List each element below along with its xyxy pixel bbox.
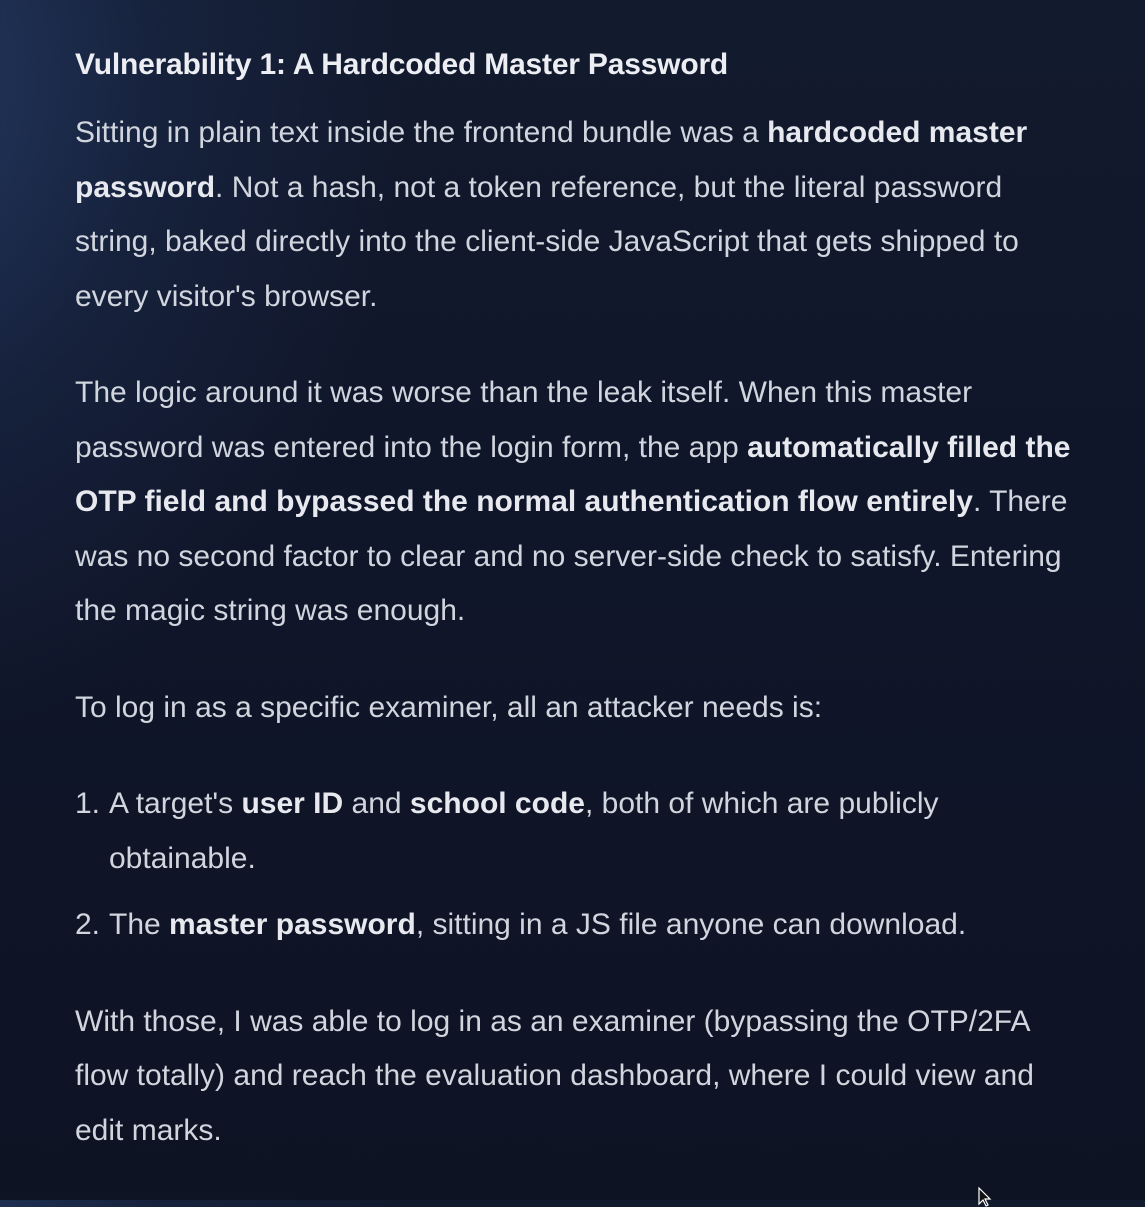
- paragraph-text: . Not a hash, not a token reference, but the literal password string, baked directly into the client-side JavaScript that gets shipped to every visitor's browser.: [75, 170, 1019, 313]
- emphasis-user-id: user ID: [241, 787, 344, 820]
- list-text: The: [109, 908, 170, 941]
- paragraph-text: . There was no second factor to clear and no server-side check to satisfy. Entering the magic string was enough.: [75, 485, 1068, 627]
- list-text: , both of which are publicly obtainable.: [109, 787, 939, 875]
- list-text: , sitting in a JS file anyone can download.: [415, 908, 967, 941]
- article-body: [75, 40, 1075, 1200]
- emphasis-otp-bypass: automatically filled the OTP field and bypassed the normal authentication flow entirely: [75, 430, 1071, 518]
- paragraph-bypass-logic: [75, 366, 1075, 639]
- emphasis-school-code: school code: [409, 787, 585, 820]
- list-item: [75, 898, 1075, 953]
- requirements-list: [75, 777, 1075, 953]
- paragraph-hardcoded-password: [75, 106, 1075, 324]
- paragraph-text: The logic around it was worse than the leak itself. When this master password was entered into the login form, the app: [75, 376, 973, 464]
- emphasis-master-password: master password: [169, 908, 416, 941]
- list-number: 1.: [75, 787, 101, 820]
- list-item: [75, 777, 1075, 886]
- paragraph-text: Sitting in plain text inside the frontend bundle was a: [75, 116, 768, 149]
- list-number: 2.: [75, 908, 101, 941]
- mouse-pointer-icon: [978, 1187, 992, 1207]
- section-heading: Vulnerability 1: A Hardcoded Master Password: [75, 48, 729, 81]
- list-text: A target's: [109, 787, 242, 820]
- paragraph-attack-requirements: To log in as a specific examiner, all an attacker needs is:: [75, 690, 823, 724]
- emphasis-hardcoded-master-password: hardcoded master password: [75, 116, 1028, 204]
- paragraph-outcome: With those, I was able to log in as an examiner (bypassing the OTP/2FA flow totally) and reach the evaluation dashboard, where I could view and edit marks.: [75, 1004, 1034, 1147]
- list-text: and: [343, 787, 410, 820]
